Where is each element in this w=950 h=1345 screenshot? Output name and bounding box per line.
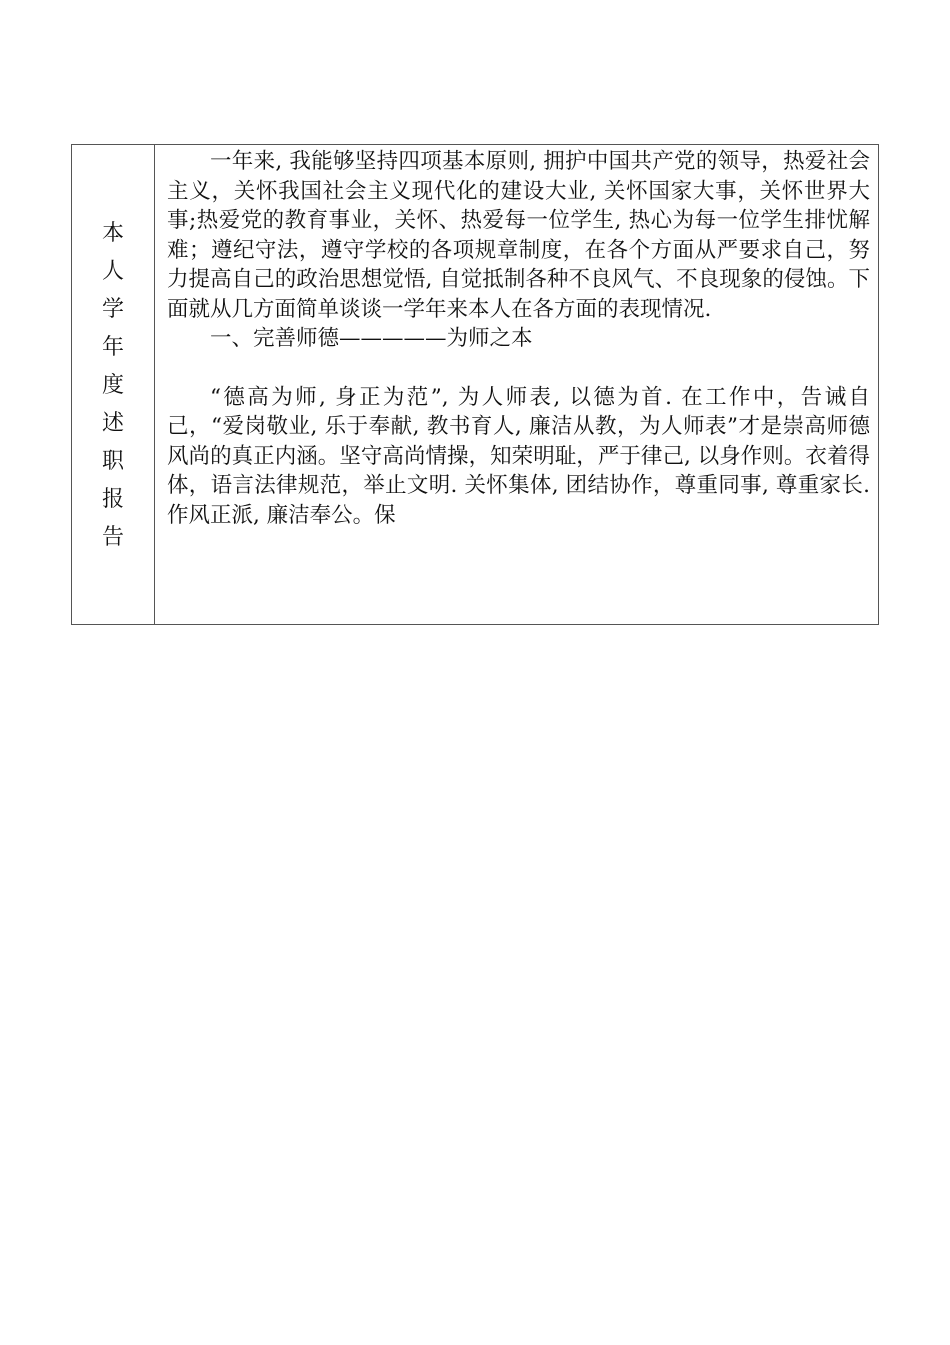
label-char: 人 — [101, 259, 124, 284]
label-char: 述 — [101, 411, 124, 436]
label-char: 报 — [101, 487, 124, 512]
label-char: 年 — [101, 335, 124, 360]
label-char: 度 — [101, 373, 124, 398]
label-char: 学 — [101, 297, 124, 322]
ethics-paragraph: “德高为师, 身正为范”, 为人师表, 以德为首. 在工作中，告诫自己，“爱岗敬业, 乐于奉献, 教书育人, 廉洁从教，为人师表”才是崇高师德风尚的真正内涵。坚守高尚情操，知荣明耻，严于律己, 以身作则。衣着得体，语言法律规范，举止文明. 关怀集体, 团结协作，尊重同事, 尊重家长. 作风正派, 廉洁奉公。保 — [167, 384, 870, 528]
section-heading: 一、完善师德—————为师之本 — [210, 326, 533, 351]
report-table — [71, 144, 879, 625]
paragraph-gap — [167, 354, 870, 383]
report-label — [72, 215, 154, 557]
content-cell — [155, 145, 878, 624]
intro-paragraph: 一年来, 我能够坚持四项基本原则, 拥护中国共产党的领导，热爱社会主义，关怀我国社会主义现代化的建设大业, 关怀国家大事，关怀世界大事;热爱党的教育事业，关怀、热爱每一位学生, 热心为每一位学生排忧解难；遵纪守法，遵守学校的各项规章制度，在各个方面从严要求自己，努力提高自己的政治思想觉悟, 自觉抵制各种不良风气、不良现象的侵蚀。下面就从几方面简单谈谈一学年来本人在各方面的表现情况. — [167, 149, 870, 322]
label-char: 告 — [101, 525, 124, 550]
label-cell — [72, 145, 155, 624]
label-char: 职 — [101, 449, 124, 474]
label-char: 本 — [101, 221, 124, 246]
